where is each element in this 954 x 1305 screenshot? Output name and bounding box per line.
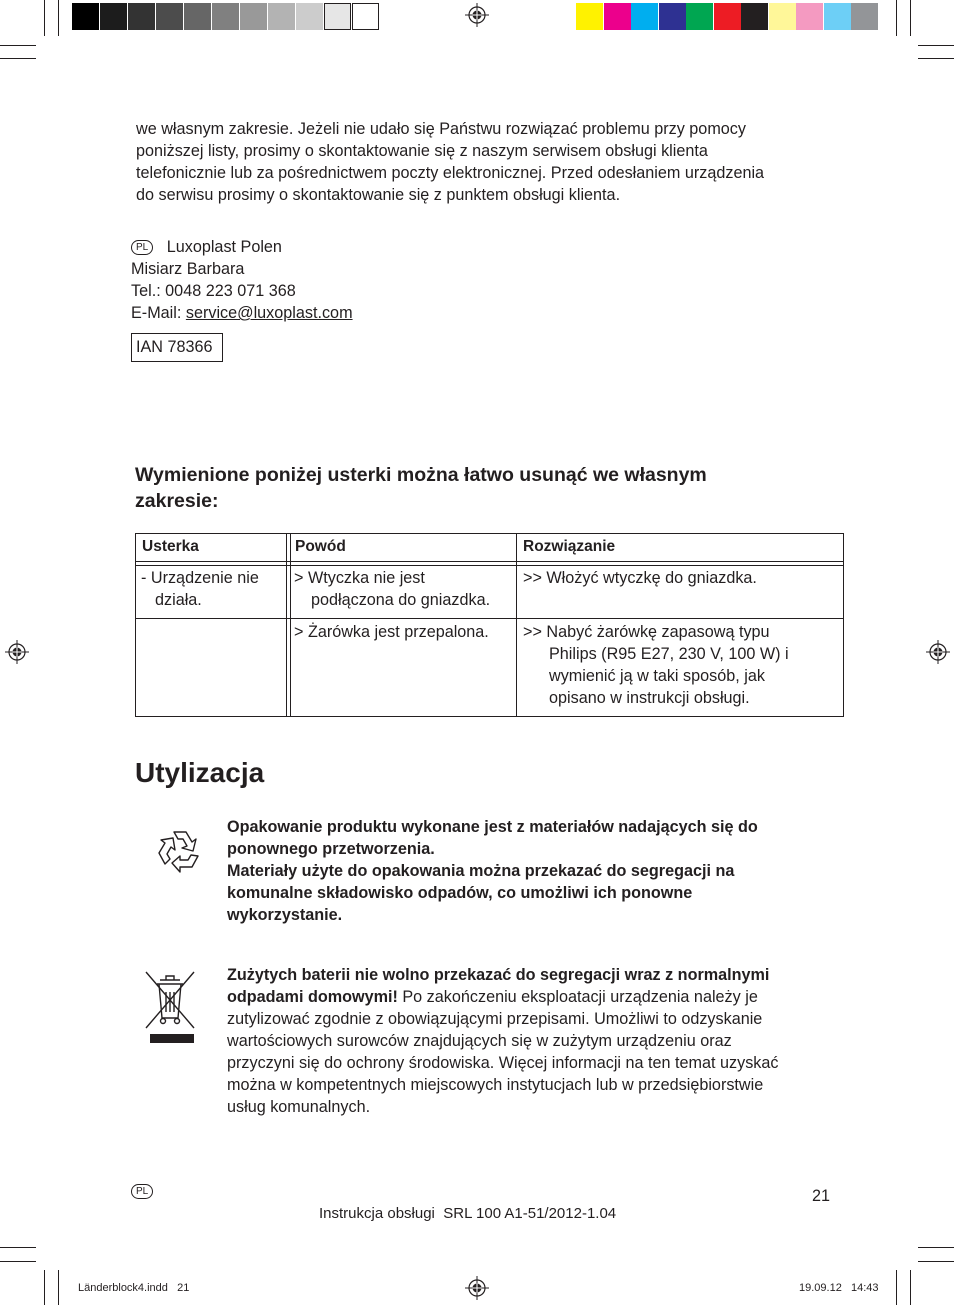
- recycle-icon: [156, 826, 204, 874]
- crop-mark: [44, 0, 45, 36]
- heading-line: zakresie:: [135, 490, 219, 512]
- gray-swatch: [156, 3, 183, 30]
- heading-line: Wymienione poniżej usterki można łatwo usunąć we własnym: [135, 464, 707, 486]
- table-border: [135, 716, 844, 717]
- cell-line: podłączona do gniazdka.: [311, 591, 491, 609]
- text-line: poniższej listy, prosimy o skontaktowanie się z naszym serwisem obsługi klienta: [136, 142, 708, 160]
- cell-line: działa.: [155, 591, 202, 609]
- battery-text: [227, 964, 847, 1118]
- country-badge: PL: [131, 240, 153, 255]
- registration-mark-icon: [5, 640, 29, 664]
- email-link[interactable]: service@luxoplast.com: [185, 304, 353, 322]
- gray-swatch: [128, 3, 155, 30]
- table-border: [286, 533, 287, 717]
- column-header: Usterka: [142, 538, 199, 555]
- disposal-heading: Utylizacja: [135, 757, 265, 788]
- column-header: Rozwiązanie: [523, 538, 616, 555]
- email-label: E-Mail:: [131, 304, 186, 322]
- crop-mark: [918, 45, 954, 46]
- gray-swatch: [212, 3, 239, 30]
- text-line: wykorzystanie.: [227, 906, 343, 924]
- text-line: można w kompetentnych miejscowych instytucjach lub w przedsiębiorstwie: [227, 1076, 764, 1094]
- crop-mark: [918, 1247, 954, 1248]
- ian-box: IAN 78366: [131, 333, 223, 362]
- color-swatch: [659, 3, 686, 30]
- table-border: [135, 533, 844, 534]
- battery-text-normal: Po zakończeniu eksploatacji urządzenia należy je: [397, 988, 758, 1006]
- date-time-slug: 19.09.12 14:43: [799, 1282, 879, 1294]
- text-line: usług komunalnych.: [227, 1098, 371, 1116]
- intro-paragraph: [136, 118, 856, 206]
- crop-mark: [44, 1270, 45, 1305]
- crossed-out-wheelie-bin-icon: [142, 968, 198, 1046]
- text-line: we własnym zakresie. Jeżeli nie udało się Państwu rozwiązać problemu przy pomocy: [136, 120, 746, 138]
- table-border: [135, 565, 844, 566]
- table-border: [516, 533, 517, 717]
- registration-mark-icon: [926, 640, 950, 664]
- text-line: komunalne składowisko odpadów, co umożliwi ich ponowne: [227, 884, 693, 902]
- table-border: [135, 533, 136, 717]
- cell-line: > Żarówka jest przepalona.: [294, 623, 489, 641]
- table-row-solution: [523, 567, 841, 589]
- crop-mark: [910, 1270, 911, 1305]
- crop-mark: [58, 0, 59, 36]
- page-number: 21: [812, 1187, 831, 1205]
- battery-line-mixed: [227, 986, 847, 1008]
- crop-mark: [918, 1261, 954, 1262]
- cell-line: wymienić ją w taki sposób, jak: [549, 667, 765, 685]
- footer-country-badge: [131, 1183, 153, 1201]
- gray-swatch: [296, 3, 323, 30]
- gray-swatch: [324, 3, 351, 30]
- gray-swatch: [72, 3, 99, 30]
- cell-line: >> Włożyć wtyczkę do gniazdka.: [523, 569, 757, 587]
- table-row-cause: [294, 621, 516, 643]
- gray-swatch: [184, 3, 211, 30]
- crop-mark: [0, 45, 36, 46]
- cell-line: Philips (R95 E27, 230 V, 100 W) i: [549, 645, 789, 663]
- troubleshooting-heading: [135, 462, 855, 514]
- table-border: [290, 533, 291, 717]
- color-swatch: [576, 3, 603, 30]
- color-swatch: [769, 3, 796, 30]
- table-border: [843, 533, 844, 717]
- text-line: telefonicznie lub za pośrednictwem poczty elektronicznej. Przed odesłaniem urządzenia: [136, 164, 765, 182]
- file-name-slug: Länderblock4.indd 21: [78, 1282, 190, 1294]
- packaging-text: [227, 816, 847, 926]
- color-swatch: [686, 3, 713, 30]
- crop-mark: [0, 1261, 36, 1262]
- registration-mark-icon: [465, 1276, 489, 1300]
- crop-mark: [910, 0, 911, 36]
- column-header: Powód: [295, 538, 346, 555]
- cell-line: >> Nabyć żarówkę zapasową typu: [523, 623, 770, 641]
- crop-mark: [0, 1247, 36, 1248]
- gray-swatch: [100, 3, 127, 30]
- table-row-fault: [141, 567, 285, 611]
- battery-warning-bold: odpadami domowymi!: [227, 988, 398, 1006]
- color-swatch: [741, 3, 768, 30]
- company-name: Luxoplast Polen: [166, 238, 282, 256]
- color-swatch: [824, 3, 851, 30]
- table-row-cause: [294, 567, 516, 611]
- table-border: [135, 618, 844, 619]
- cell-line: opisano w instrukcji obsługi.: [549, 689, 750, 707]
- text-line: przyczyni się do ochrony środowiska. Więcej informacji na ten temat uzyskać: [227, 1054, 779, 1072]
- cell-line: > Wtyczka nie jest: [294, 569, 425, 587]
- color-swatch: [851, 3, 878, 30]
- troubleshooting-table: [135, 533, 844, 717]
- country-badge: PL: [131, 1184, 153, 1199]
- gray-swatch: [352, 3, 379, 30]
- text-line: Materiały użyte do opakowania można przekazać do segregacji na: [227, 862, 735, 880]
- crop-mark: [896, 0, 897, 36]
- color-swatch: [714, 3, 741, 30]
- crop-mark: [58, 1270, 59, 1305]
- contact-person: Misiarz Barbara: [131, 260, 245, 278]
- text-line: zutylizować zgodnie z obowiązującymi przepisami. Umożliwi to odzyskanie: [227, 1010, 763, 1028]
- crop-mark: [896, 1270, 897, 1305]
- registration-mark-icon: [465, 3, 489, 27]
- color-swatch: [796, 3, 823, 30]
- color-swatch: [604, 3, 631, 30]
- contact-email-line: [131, 302, 531, 324]
- table-border: [135, 561, 844, 562]
- text-line: wartościowych surowców znajdujących się w zużytym urządzeniu oraz: [227, 1032, 732, 1050]
- manual-reference: Instrukcja obsługi SRL 100 A1-51/2012-1.04: [319, 1205, 617, 1222]
- gray-swatch: [268, 3, 295, 30]
- contact-phone: Tel.: 0048 223 071 368: [131, 282, 296, 300]
- cell-line: - Urządzenie nie: [141, 569, 259, 587]
- crop-mark: [0, 58, 36, 59]
- color-swatch: [631, 3, 658, 30]
- crop-mark: [918, 58, 954, 59]
- text-line: Opakowanie produktu wykonane jest z materiałów nadających się do: [227, 818, 758, 836]
- text-line: ponownego przetworzenia.: [227, 840, 435, 858]
- gray-swatch: [240, 3, 267, 30]
- contact-block: [131, 236, 531, 324]
- battery-warning-line: Zużytych baterii nie wolno przekazać do segregacji wraz z normalnymi: [227, 966, 770, 984]
- table-row-solution: [523, 621, 841, 709]
- contact-company-line: [131, 236, 531, 258]
- text-line: do serwisu prosimy o skontaktowanie się z punktem obsługi klienta.: [136, 186, 621, 204]
